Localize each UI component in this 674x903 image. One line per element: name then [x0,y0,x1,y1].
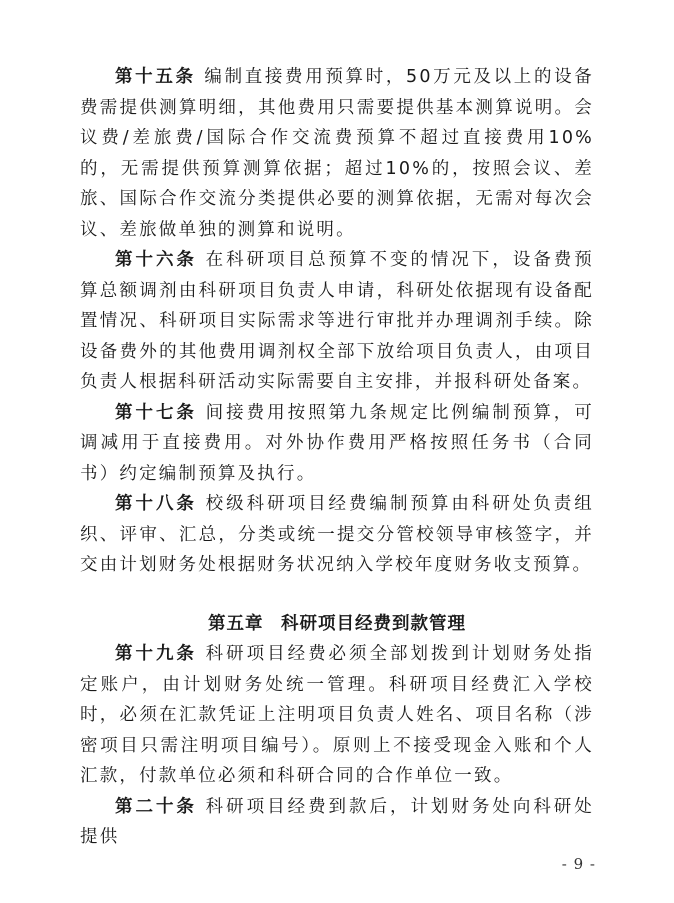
article-20 [80,792,594,853]
article-label: 第二十条 [115,796,197,817]
article-text: 编制直接费用预算时，50万元及以上的设备费需提供测算明细，其他费用只需要提供基本测算说明。会议费/差旅费/国际合作交流费预算不超过直接费用10%的，无需提供预算测算依据；超过10%的，按照会议、差旅、国际合作交流分类提供必要的测算依据，无需对每次会议、差旅做单独的测算和说明。 [80,67,594,240]
article-text: 科研项目经费到款后，计划财务处向科研处提供 [80,796,594,847]
article-text: 科研项目经费必须全部划拨到计划财务处指定账户，由计划财务处统一管理。科研项目经费汇入学校时，必须在汇款凭证上注明项目负责人姓名、项目名称（涉密项目只需注明项目编号）。原则上不接受现金入账和个人汇款，付款单位必须和科研合同的合作单位一致。 [80,644,594,786]
chapter-number: 第五章 [208,613,264,634]
article-label: 第十九条 [115,644,197,664]
article-label: 第十七条 [115,402,197,423]
article-label: 第十八条 [115,494,197,514]
page-number: - 9 - [561,855,596,873]
article-text: 在科研项目总预算不变的情况下，设备费预算总额调剂由科研项目负责人申请，科研处依据现有设备配置情况、科研项目实际需求等进行审批并办理调剂手续。除设备费外的其他费用调剂权全部下放给项目负责人，由项目负责人根据科研活动实际需要自主安排，并报科研处备案。 [80,250,594,392]
article-label: 第十五条 [115,67,196,87]
article-18 [80,489,594,581]
page-body [80,62,594,853]
article-16 [80,245,594,398]
article-19 [80,639,594,792]
article-15 [80,62,594,245]
article-text: 校级科研项目经费编制预算由科研处负责组织、评审、汇总，分类或统一提交分管校领导审核签字，并交由计划财务处根据财务状况纳入学校年度财务收支预算。 [80,494,594,575]
article-text: 间接费用按照第九条规定比例编制预算，可调减用于直接费用。对外协作费用严格按照任务书（合同书）约定编制预算及执行。 [80,402,594,484]
article-17 [80,398,594,490]
article-label: 第十六条 [115,250,197,270]
chapter-title: 科研项目经费到款管理 [281,613,466,634]
chapter-heading [80,605,594,640]
